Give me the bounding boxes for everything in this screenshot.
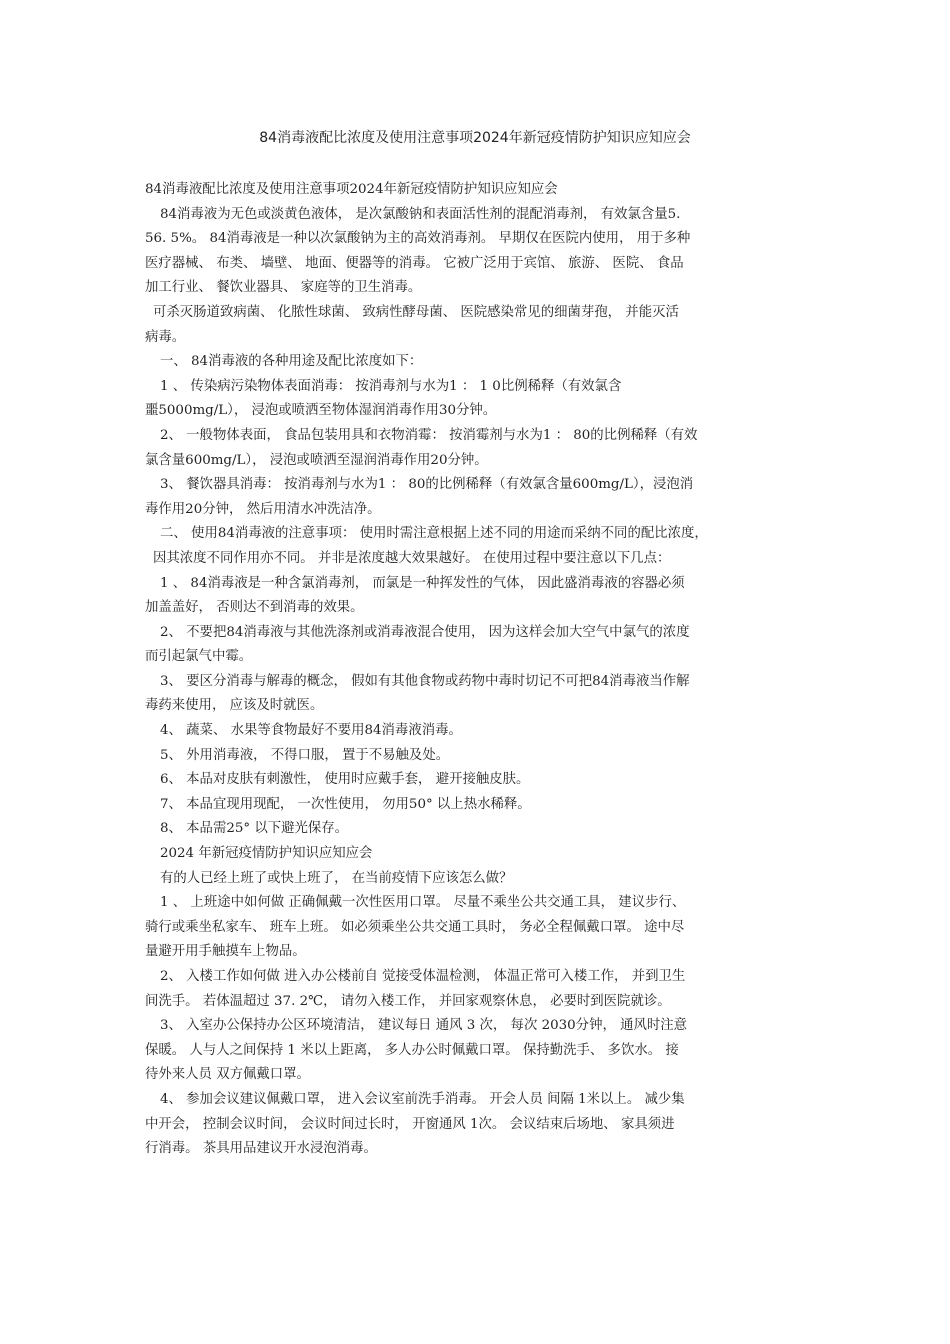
body-line: 而引起氯气中霉。 — [145, 649, 253, 665]
body-line: 噩5000mg/L）， 浸泡或喷洒至物体湿润消毒作用30分钟。 — [145, 403, 497, 419]
body-line: 氯含量600mg/L）， 浸泡或喷洒至湿润消毒作用20分钟。 — [145, 452, 488, 468]
body-line: 量避开用手触摸车上物品。 — [145, 944, 306, 960]
section-heading-2: 二、 使用84消毒液的注意事项： 使用时需注意根据上述不同的用途而采纳不同的配比浓度， — [160, 526, 708, 542]
body-line: 3、 要区分消毒与解毒的概念， 假如有其他食物或药物中毒时切记不可把84消毒液当作解 — [160, 673, 690, 689]
body-line: 4、 蔬菜、 水果等食物最好不要用84消毒液消毒。 — [160, 723, 462, 739]
body-line: 5、 外用消毒液， 不得口服， 置于不易触及处。 — [160, 747, 450, 763]
body-line: 骑行或乘坐私家车、 班车上班。 如必须乘坐公共交通工具时， 务必全程佩戴口罩。 途中尽 — [145, 919, 685, 935]
body-line: 中开会， 控制会议时间， 会议时间过长时， 开窗通风 1次。 会议结束后场地、 家具须进 — [145, 1116, 675, 1132]
body-line: 因其浓度不同作用亦不同。 并非是浓度越大效果越好。 在使用过程中要注意以下几点： — [153, 550, 671, 566]
section-heading-3: 2024 年新冠疫情防护知识应知应会 — [160, 846, 373, 862]
body-line: 保暖。 人与人之间保持 1 米以上距离， 多人办公时佩戴口罩。 保持勤洗手、 多饮水。 接 — [145, 1042, 679, 1058]
body-line-heading: 84消毒液配比浓度及使用注意事项2024年新冠疫情防护知识应知应会 — [145, 182, 558, 197]
body-line: 3、 入室办公保持办公区环境清洁， 建议每日 通风 3 次， 每次 2030分钟， 通风时注意 — [160, 1018, 688, 1034]
body-line: 8、 本品需25° 以下避光保存。 — [160, 821, 349, 837]
body-line: 56. 5%。 84消毒液是一种以次氯酸钠为主的高效消毒剂。 早期仅在医院内使用， 用于多种 — [145, 231, 691, 247]
body-line: 3、 餐饮器具消毒： 按消毒剂与水为1 ： 80的比例稀释（有效氯含量600mg/L），浸泡消 — [160, 477, 694, 493]
body-line: 行消毒。 茶具用品建议开水浸泡消毒。 — [145, 1141, 377, 1157]
body-line: 有的人已经上班了或快上班了， 在当前疫情下应该怎么做？ — [160, 870, 513, 886]
document-body — [145, 178, 825, 1162]
body-line: 7、 本品宜现用现配， 一次性使用， 勿用50° 以上热水稀释。 — [160, 796, 531, 812]
body-line: 待外来人员 双方佩戴口罩。 — [145, 1067, 310, 1083]
body-line: 毒药来使用， 应该及时就医。 — [145, 698, 324, 714]
body-line: 6、 本品对皮肤有刺激性， 使用时应戴手套， 避开接触皮肤。 — [160, 772, 530, 788]
body-line: 可杀灭肠道致病菌、 化脓性球菌、 致病性酵母菌、 医院感染常见的细菌芽孢， 并能灭活 — [153, 304, 679, 320]
document-title: 84消毒液配比浓度及使用注意事项2024年新冠疫情防护知识应知应会 — [259, 130, 691, 146]
body-line: 4、 参加会议建议佩戴口罩， 进入会议室前洗手消毒。 开会人员 间隔 1米以上。 减少集 — [160, 1091, 685, 1107]
body-line: 加盖盖好， 否则达不到消毒的效果。 — [145, 600, 364, 616]
body-line: 毒作用20分钟， 然后用清水冲洗洁净。 — [145, 501, 381, 517]
body-line: 2、 一般物体表面， 食品包装用具和衣物消霉： 按消霉剂与水为1 ： 80的比例稀释（有效 — [160, 427, 698, 443]
body-line: 病毒。 — [145, 329, 186, 345]
body-line: 1 、 上班途中如何做 正确佩戴一次性医用口罩。 尽量不乘坐公共交通工具， 建议步行、 — [160, 895, 686, 911]
body-line: 间洗手。 若体温超过 37. 2℃， 请勿入楼工作， 并回家观察休息， 必要时到医院就诊。 — [145, 993, 671, 1009]
body-line: 2、 不要把84消毒液与其他洗涤剂或消毒液混合使用， 因为这样会加大空气中氯气的浓度 — [160, 624, 690, 640]
body-line: 1 、 84消毒液是一种含氯消毒剂， 而氯是一种挥发性的气体， 因此盛消毒液的容器必须 — [160, 575, 685, 591]
body-line: 医疗器械、 布类、 墙壁、 地面、便器等的消毒。 它被广泛用于宾馆、 旅游、 医院、 食品 — [145, 255, 684, 271]
body-line: 2、 入楼工作如何做 进入办公楼前自 觉接受体温检测， 体温正常可入楼工作， 并到卫生 — [160, 969, 686, 984]
body-line: 1 、 传染病污染物体表面消毒： 按消毒剂与水为1 ： 1 0比例稀释（有效氯含 — [160, 378, 622, 394]
section-heading-1: 一、 84消毒液的各种用途及配比浓度如下： — [160, 354, 423, 370]
body-line: 加工行业、 餐饮业器具、 家庭等的卫生消毒。 — [145, 280, 422, 296]
body-line: 84消毒液为无色或淡黄色液体， 是次氯酸钠和表面活性剂的混配消毒剂， 有效氯含量5. — [160, 206, 681, 222]
